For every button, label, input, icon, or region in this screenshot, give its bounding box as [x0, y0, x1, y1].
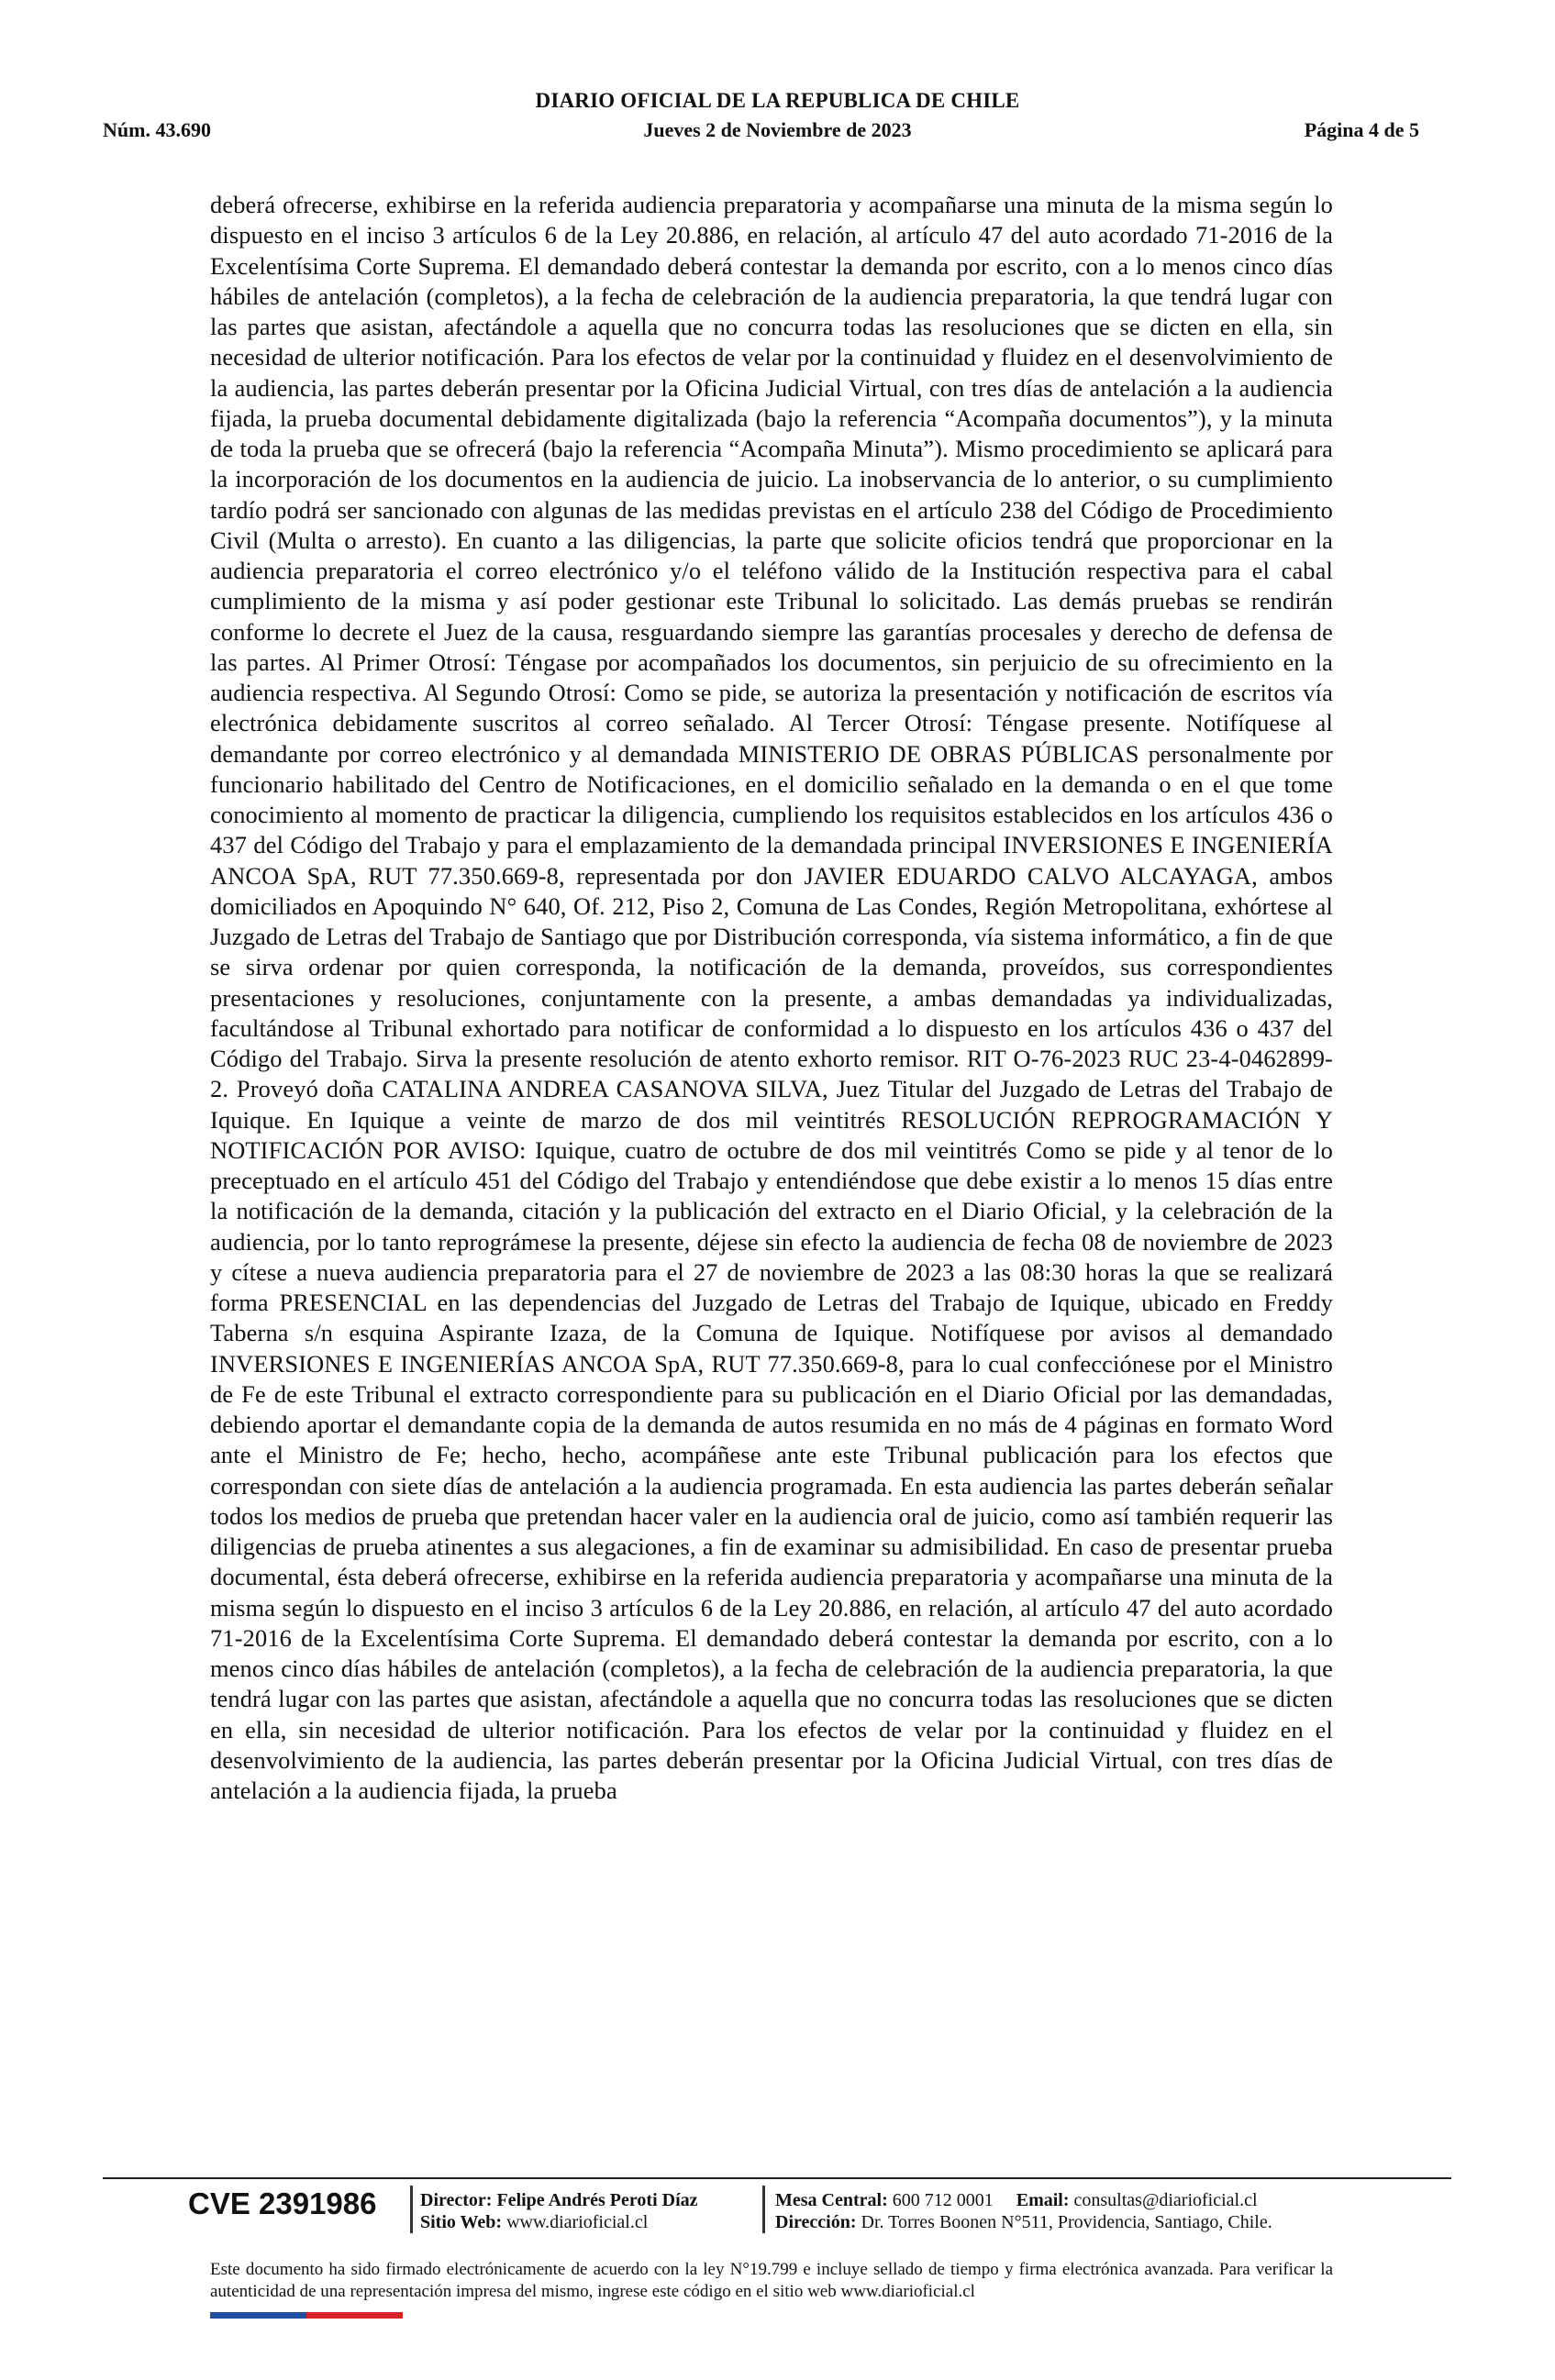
- flag-stripe-red: [306, 2312, 403, 2319]
- address-line: [775, 2211, 1272, 2233]
- footer-divider: [103, 2177, 1451, 2179]
- cve-code: CVE 2391986: [188, 2186, 377, 2220]
- body-paragraph: deberá ofrecerse, exhibirse en la referida audiencia preparatoria y acompañarse una minuta de la misma según lo dispuesto en el inciso 3 artículos 6 de la Ley 20.886, en relación, al artículo 47 del auto acordado 71-2016 de la Excelentísima Corte Suprema. El demandado deberá contestar la demanda por escrito, con a lo menos cinco días hábiles de antelación (completos), a la fecha de celebración de la audiencia preparatoria, la que tendrá lugar con las partes que asistan, afectándole a aquella que no concurra todas las resoluciones que se dicten en ella, sin necesidad de ulterior notificación. Para los efectos de velar por la continuidad y fluidez en el desenvolvimiento de la audiencia, las partes deberán presentar por la Oficina Judicial Virtual, con tres días de antelación a la audiencia fijada, la prueba documental debidamente digitalizada (bajo la referencia “Acompaña documentos”), y la minuta de toda la prueba que se ofrecerá (bajo la referencia “Acompaña Minuta”). Mismo procedimiento se aplicará para la incorporación de los documentos en la audiencia de juicio. La inobservancia de lo anterior, o su cumplimiento tardío podrá ser sancionado con algunas de las medidas previstas en el artículo 238 del Código de Procedimiento Civil (Multa o arresto). En cuanto a las diligencias, la parte que solicite oficios tendrá que proporcionar en la audiencia preparatoria el correo electrónico y/o el teléfono válido de la Institución respectiva para el cabal cumplimiento de la misma y así poder gestionar este Tribunal lo solicitado. Las demás pruebas se rendirán conforme lo decrete el Juez de la causa, resguardando siempre las garantías procesales y derecho de defensa de las partes. Al Primer Otrosí: Téngase por acompañados los documentos, sin perjuicio de su ofrecimiento en la audiencia respectiva. Al Segundo Otrosí: Como se pide, se autoriza la presentación y notificación de escritos vía electrónica debidamente suscritos al correo señalado. Al Tercer Otrosí: Téngase presente. Notifíquese al demandante por correo electrónico y al demandada MINISTERIO DE OBRAS PÚBLICAS personalmente por funcionario habilitado del Centro de Notificaciones, en el domicilio señalado en la demanda o en el que tome conocimiento al momento de practicar la diligencia, cumpliendo los requisitos establecidos en los artículos 436 o 437 del Código del Trabajo y para el emplazamiento de la demandada principal INVERSIONES E INGENIERÍA ANCOA SpA, RUT 77.350.669-8, representada por don JAVIER EDUARDO CALVO ALCAYAGA, ambos domiciliados en Apoquindo N° 640, Of. 212, Piso 2, Comuna de Las Condes, Región Metropolitana, exhórtese al Juzgado de Letras del Trabajo de Santiago que por Distribución corresponda, vía sistema informático, a fin de que se sirva ordenar por quien corresponda, la notificación de la demanda, proveídos, sus correspondientes presentaciones y resoluciones, conjuntamente con la presente, a ambas demandadas ya individualizadas, facultándose al Tribunal exhortado para notificar de conformidad a lo dispuesto en los artículos 436 o 437 del Código del Trabajo. Sirva la presente resolución de atento exhorto remisor. RIT O-76-2023 RUC 23-4-0462899-2. Proveyó doña CATALINA ANDREA CASANOVA SILVA, Juez Titular del Juzgado de Letras del Trabajo de Iquique. En Iquique a veinte de marzo de dos mil veintitrés RESOLUCIÓN REPROGRAMACIÓN Y NOTIFICACIÓN POR AVISO: Iquique, cuatro de octubre de dos mil veintitrés Como se pide y al tenor de lo preceptuado en el artículo 451 del Código del Trabajo y entendiéndose que debe existir a lo menos 15 días entre la notificación de la demanda, citación y la publicación del extracto en el Diario Oficial, y la celebración de la audiencia, por lo tanto reprográmese la presente, déjese sin efecto la audiencia de fecha 08 de noviembre de 2023 y cítese a nueva audiencia preparatoria para el 27 de noviembre de 2023 a las 08:30 horas la que se realizará forma PRESENCIAL en las dependencias del Juzgado de Letras del Trabajo de Iquique, ubicado en Freddy Taberna s/n esquina Aspirante Izaza, de la Comuna de Iquique. Notifíquese por avisos al demandado INVERSIONES E INGENIERÍAS ANCOA SpA, RUT 77.350.669-8, para lo cual confecciónese por el Ministro de Fe de este Tribunal el extracto correspondiente para su publicación en el Diario Oficial por las demandadas, debiendo aportar el demandante copia de la demanda de autos resumida en no más de 4 páginas en formato Word ante el Ministro de Fe; hecho, hecho, acompáñese ante este Tribunal publicación para los efectos que correspondan con siete días de antelación a la audiencia programada. En esta audiencia las partes deberán señalar todos los medios de prueba que pretendan hacer valer en la audiencia oral de juicio, como así también requerir las diligencias de prueba atinentes a sus alegaciones, a fin de examinar su admisibilidad. En caso de presentar prueba documental, ésta deberá ofrecerse, exhibirse en la referida audiencia preparatoria y acompañarse una minuta de la misma según lo dispuesto en el inciso 3 artículos 6 de la Ley 20.886, en relación, al artículo 47 del auto acordado 71-2016 de la Excelentísima Corte Suprema. El demandado deberá contestar la demanda por escrito, con a lo menos cinco días hábiles de antelación (completos), a la fecha de celebración de la audiencia preparatoria, la que tendrá lugar con las partes que asistan, afectándole a aquella que no concurra todas las resoluciones que se dicten en ella, sin necesidad de ulterior notificación. Para los efectos de velar por la continuidad y fluidez en el desenvolvimiento de la audiencia, las partes deberán presentar por la Oficina Judicial Virtual, con tres días de antelación a la audiencia fijada, la prueba: [210, 191, 1333, 1804]
- flag-stripe-blue: [210, 2312, 306, 2319]
- website-link[interactable]: www.diarioficial.cl: [506, 2212, 649, 2232]
- footer-separator: [762, 2186, 765, 2233]
- director-line: [420, 2189, 698, 2211]
- website-label: Sitio Web:: [420, 2212, 503, 2232]
- flag-stripe: [210, 2312, 403, 2319]
- address-value: Dr. Torres Boonen N°511, Providencia, Santiago, Chile.: [861, 2212, 1272, 2232]
- issue-date: Jueves 2 de Noviembre de 2023: [643, 118, 912, 141]
- phone-label: Mesa Central:: [775, 2190, 888, 2210]
- footer-separator: [410, 2186, 413, 2233]
- newspaper-title: DIARIO OFICIAL DE LA REPUBLICA DE CHILE: [535, 89, 1020, 112]
- website-line: [420, 2211, 698, 2233]
- footer-director-block: [420, 2189, 698, 2233]
- phone-number: 600 712 0001: [892, 2190, 994, 2210]
- contact-line: [775, 2189, 1272, 2211]
- legal-notice: Este documento ha sido firmado electrónicamente de acuerdo con la ley N°19.799 e incluye sellado de tiempo y firma electrónica avanzada. Para verificar la autenticidad de una representación impresa del mismo, ingrese este código en el sitio web www.diarioficial.cl: [210, 2260, 1333, 2301]
- page-indicator: Página 4 de 5: [1304, 118, 1419, 141]
- issue-number: Núm. 43.690: [103, 118, 211, 141]
- footer-contact-block: [775, 2189, 1272, 2233]
- address-label: Dirección:: [775, 2212, 857, 2232]
- director-name: Felipe Andrés Peroti Díaz: [496, 2190, 698, 2210]
- email-label: Email:: [1016, 2190, 1070, 2210]
- email-address[interactable]: consultas@diarioficial.cl: [1073, 2190, 1258, 2210]
- director-label: Director:: [420, 2190, 493, 2210]
